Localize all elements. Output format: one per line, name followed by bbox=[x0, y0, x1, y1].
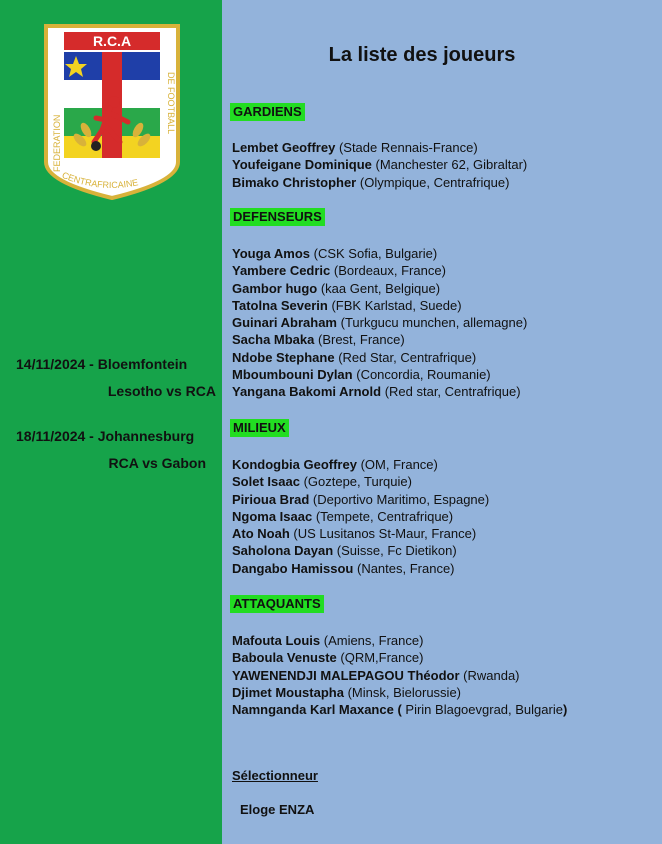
section-heading-milieux: MILIEUX bbox=[230, 419, 289, 437]
match-1-date: 14/11/2024 - Bloemfontein bbox=[16, 356, 188, 372]
player-name: Gambor hugo bbox=[232, 280, 318, 296]
player-club: (FBK Karlstad, Suede) bbox=[331, 297, 462, 313]
player-row bbox=[232, 366, 527, 383]
player-row bbox=[232, 245, 527, 262]
player-row bbox=[232, 560, 489, 577]
player-club: (OM, France) bbox=[360, 457, 438, 472]
player-row bbox=[232, 701, 567, 718]
player-row bbox=[232, 632, 567, 649]
player-name: Ato Noah bbox=[232, 526, 290, 542]
player-row bbox=[232, 297, 527, 314]
player-row bbox=[232, 456, 489, 473]
player-row bbox=[232, 649, 567, 666]
player-row bbox=[232, 156, 527, 173]
player-row bbox=[232, 542, 489, 559]
player-club: (Manchester 62, Gibraltar) bbox=[375, 157, 528, 173]
player-club: Pirin Blagoevgrad, Bulgarie bbox=[405, 702, 563, 718]
player-name: Youga Amos bbox=[232, 246, 311, 261]
player-club: (kaa Gent, Belgique) bbox=[320, 280, 441, 296]
section-heading-defenseurs: DEFENSEURS bbox=[230, 208, 325, 226]
player-club: (Suisse, Fc Dietikon) bbox=[336, 543, 457, 559]
federation-crest-logo bbox=[40, 22, 184, 200]
player-name: Mboumbouni Dylan bbox=[232, 367, 353, 383]
player-row bbox=[232, 667, 567, 684]
player-name: Lembet Geoffrey bbox=[232, 140, 336, 155]
player-name: YAWENENDJI MALEPAGOU Théodor bbox=[232, 667, 460, 683]
player-club: (Rwanda) bbox=[463, 667, 520, 683]
player-name: Solet Isaac bbox=[232, 474, 300, 490]
player-list-milieux bbox=[232, 456, 489, 577]
player-row bbox=[232, 383, 527, 400]
player-row bbox=[232, 331, 527, 348]
player-name: Ngoma Isaac bbox=[232, 508, 313, 524]
player-list-attaquants bbox=[232, 632, 567, 718]
player-club: (CSK Sofia, Bulgarie) bbox=[313, 246, 438, 261]
player-name: Sacha Mbaka bbox=[232, 332, 315, 348]
player-name: Saholona Dayan bbox=[232, 543, 334, 559]
player-club: (Red Star, Centrafrique) bbox=[338, 349, 477, 365]
coach-label: Sélectionneur bbox=[232, 768, 318, 783]
player-club: (Olympique, Centrafrique) bbox=[359, 174, 510, 190]
player-row bbox=[232, 491, 489, 508]
player-name: Bimako Christopher bbox=[232, 174, 357, 190]
match-2-date: 18/11/2024 - Johannesburg bbox=[16, 428, 195, 444]
player-name: Dangabo Hamissou bbox=[232, 560, 354, 576]
player-club: (Turkgucu munchen, allemagne) bbox=[340, 315, 528, 331]
player-name: Baboula Venuste bbox=[232, 650, 337, 666]
player-name: Yangana Bakomi Arnold bbox=[232, 384, 382, 400]
match-1-fixture: Lesotho vs RCA bbox=[107, 383, 216, 399]
player-club: (Red star, Centrafrique) bbox=[384, 384, 521, 400]
player-club: (Bordeaux, France) bbox=[333, 263, 446, 279]
player-club: (Nantes, France) bbox=[356, 560, 455, 576]
player-club: (Minsk, Bielorussie) bbox=[347, 684, 462, 700]
player-row bbox=[232, 280, 527, 297]
player-club: (Brest, France) bbox=[318, 332, 405, 348]
player-club: (QRM,France) bbox=[340, 650, 424, 666]
coach-name: Eloge ENZA bbox=[240, 802, 315, 817]
player-club: (Amiens, France) bbox=[323, 633, 424, 648]
player-club: (Stade Rennais-France) bbox=[338, 140, 478, 155]
player-row bbox=[232, 525, 489, 542]
section-heading-attaquants: ATTAQUANTS bbox=[230, 595, 324, 613]
player-club: (US Lusitanos St-Maur, France) bbox=[293, 526, 477, 542]
player-row bbox=[232, 174, 527, 191]
player-club: (Deportivo Maritimo, Espagne) bbox=[312, 491, 490, 507]
player-name: Djimet Moustapha bbox=[232, 684, 344, 700]
player-name: Namnganda Karl Maxance ( bbox=[232, 702, 402, 718]
player-club: (Tempete, Centrafrique) bbox=[315, 508, 454, 524]
player-name: Yambere Cedric bbox=[232, 263, 331, 279]
crest-top-text: R.C.A bbox=[92, 33, 132, 49]
match-2-fixture: RCA vs Gabon bbox=[108, 455, 206, 471]
player-row bbox=[232, 508, 489, 525]
player-club-closing: ) bbox=[562, 702, 568, 718]
player-name: Mafouta Louis bbox=[232, 633, 321, 648]
player-name: Pirioua Brad bbox=[232, 491, 310, 507]
player-name: Guinari Abraham bbox=[232, 315, 337, 331]
crest-left-text: FEDERATION bbox=[52, 114, 62, 172]
player-name: Kondogbia Geoffrey bbox=[232, 457, 357, 472]
player-row bbox=[232, 262, 527, 279]
player-name: Youfeigane Dominique bbox=[232, 157, 372, 173]
crest-bottom-text: CENTRAFRICAINE bbox=[60, 169, 140, 191]
player-list-defenseurs bbox=[232, 245, 527, 401]
player-row bbox=[232, 684, 567, 701]
player-name: Tatolna Severin bbox=[232, 297, 328, 313]
player-row bbox=[232, 473, 489, 490]
player-row bbox=[232, 139, 527, 156]
player-name: Ndobe Stephane bbox=[232, 349, 335, 365]
crest-right-text: DE FOOTBALL bbox=[166, 72, 176, 135]
page-title: La liste des joueurs bbox=[328, 44, 516, 66]
player-list-gardiens bbox=[232, 139, 527, 191]
player-row bbox=[232, 314, 527, 331]
section-heading-gardiens: GARDIENS bbox=[230, 103, 305, 121]
player-row bbox=[232, 349, 527, 366]
player-club: (Concordia, Roumanie) bbox=[356, 367, 491, 383]
player-club: (Goztepe, Turquie) bbox=[303, 474, 412, 490]
